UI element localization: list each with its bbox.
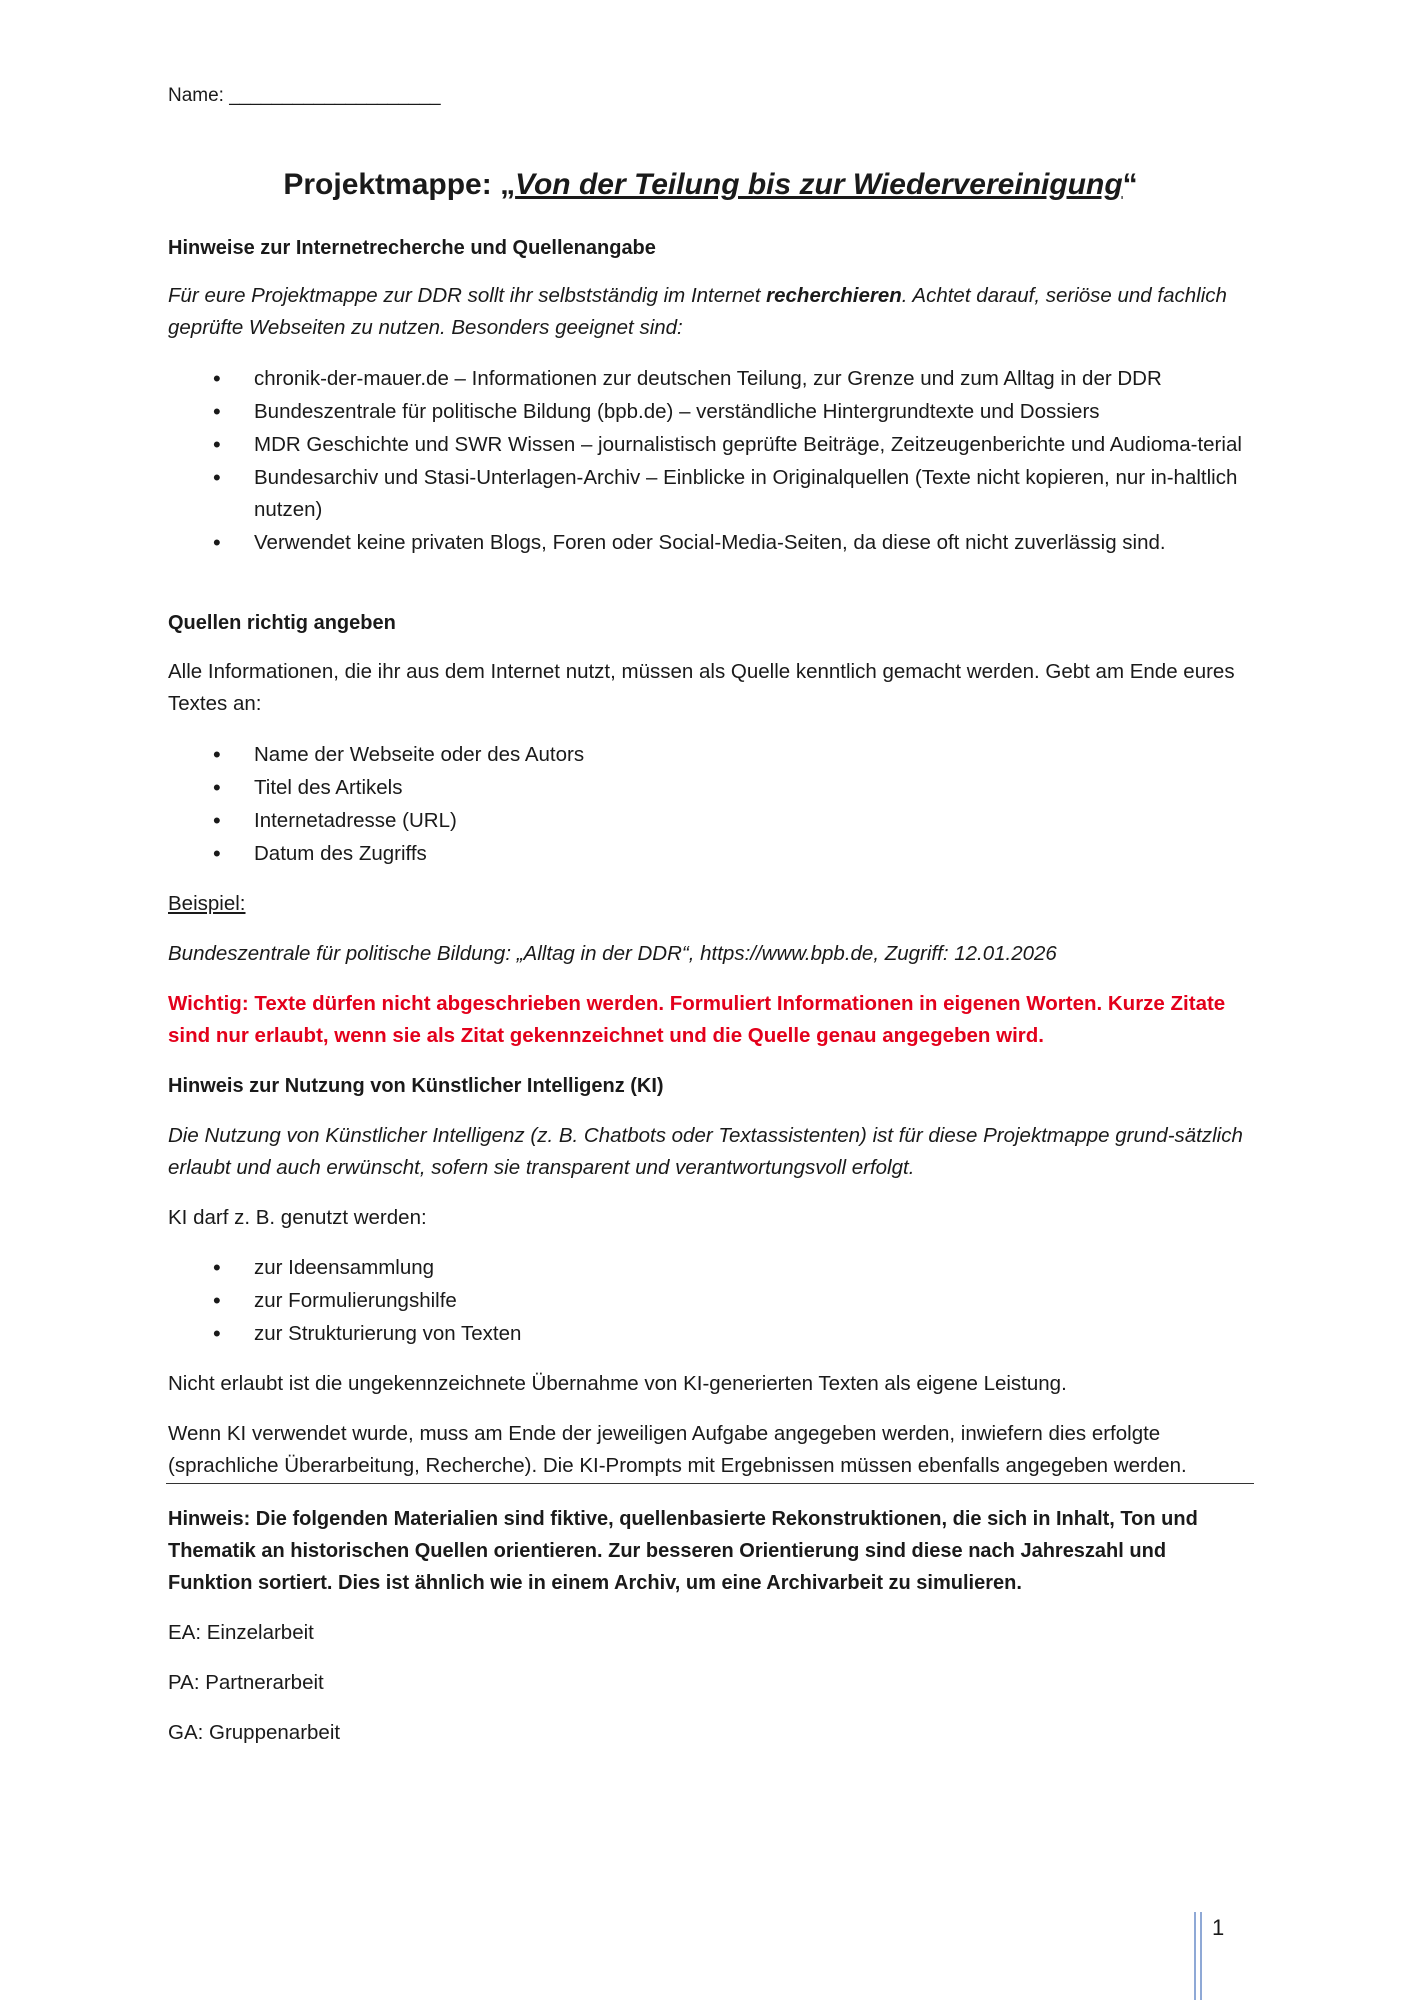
list-item: • Bundesarchiv und Stasi-Unterlagen-Archiv – Einblicke in Originalquellen (Texte nicht kopieren, nur in-haltlich nutzen) [168, 462, 1253, 526]
list-item: • zur Formulierungshilfe [168, 1285, 1253, 1317]
research-intro-a: Für eure Projektmappe zur DDR sollt ihr selbstständig im Internet [168, 284, 767, 307]
list-item: • chronik-der-mauer.de – Informationen zur deutschen Teilung, zur Grenze und zum Alltag in der DDR [168, 363, 1253, 395]
abbr-pa: PA: Partnerarbeit [168, 1671, 324, 1694]
ai-allowed-uses-list [168, 1252, 1253, 1351]
list-item: • Verwendet keine privaten Blogs, Foren oder Social-Media-Seiten, da diese oft nicht zuverlässig sind. [168, 527, 1253, 559]
list-item: • MDR Geschichte und SWR Wissen – journalistisch geprüfte Beiträge, Zeitzeugenberichte und Audioma-terial [168, 429, 1253, 461]
page-title [168, 168, 1253, 202]
title-italic: Von der Teilung bis zur Wiedervereinigung [515, 168, 1123, 201]
horizontal-divider [166, 1483, 1254, 1484]
abbr-ga: GA: Gruppenarbeit [168, 1721, 341, 1744]
heading-ai-usage: Hinweis zur Nutzung von Künstlicher Intelligenz (KI) [168, 1075, 664, 1097]
ai-declaration: Wenn KI verwendet wurde, muss am Ende der jeweiligen Aufgabe angegeben werden, inwiefern dies erfolgte (sprachliche Überarbeitung, Recherche). Die KI-Prompts mit Ergebnissen müssen ebenfalls angegeben werden. [168, 1422, 1187, 1477]
list-item: • Name der Webseite oder des Autors [168, 739, 1253, 771]
list-item: • Datum des Zugriffs [168, 838, 1253, 870]
example-label: Beispiel: [168, 892, 246, 915]
heading-cite-sources: Quellen richtig angeben [168, 612, 396, 634]
recommended-sources-list [168, 363, 1253, 560]
abbr-ea: EA: Einzelarbeit [168, 1621, 314, 1644]
ai-intro: Die Nutzung von Künstlicher Intelligenz (z. B. Chatbots oder Textassistenten) ist für diese Projektmappe grund-sätzlich erlaubt und auch erwünscht, sofern sie transparent und verantwortungsvoll erfolgt. [168, 1124, 1243, 1179]
list-item: • Titel des Artikels [168, 772, 1253, 804]
research-intro-bold: recherchieren [766, 284, 902, 307]
citation-example: Bundeszentrale für politische Bildung: „Alltag in der DDR“, https://www.bpb.de, Zugriff: 12.01.2026 [168, 942, 1057, 965]
research-intro-b: . Achtet darauf, seriöse und fachlich geprüfte Webseiten zu nutzen. Besonders geeignet sind: [168, 284, 1227, 339]
citation-elements-list [168, 739, 1253, 871]
research-intro [168, 280, 1253, 344]
title-prefix: Projektmappe: „ [283, 168, 516, 201]
list-item: • Internetadresse (URL) [168, 805, 1253, 837]
ai-not-allowed: Nicht erlaubt ist die ungekennzeichnete Übernahme von KI-generierten Texten als eigene Leistung. [168, 1372, 1067, 1395]
list-item: • zur Strukturierung von Texten [168, 1318, 1253, 1350]
page-number-bar [1194, 1912, 1202, 2000]
plagiarism-warning: Wichtig: Texte dürfen nicht abgeschrieben werden. Formuliert Informationen in eigenen Worten. Kurze Zitate sind nur erlaubt, wenn sie als Zitat gekennzeichnet und die Quelle genau angegeben wird. [168, 992, 1226, 1047]
materials-note: Hinweis: Die folgenden Materialien sind fiktive, quellenbasierte Rekonstruktionen, die sich in Inhalt, Ton und Thematik an historischen Quellen orientieren. Zur besseren Orientierung sind diese nach Jahreszahl und Funktion sortiert. Dies ist ähnlich wie in einem Archiv, um eine Archivarbeit zu simulieren. [168, 1508, 1198, 1594]
name-field-line: Name: ____________________ [168, 85, 441, 106]
list-item: • zur Ideensammlung [168, 1252, 1253, 1284]
heading-internet-research: Hinweise zur Internetrecherche und Quellenangabe [168, 237, 656, 259]
title-suffix: “ [1122, 168, 1138, 201]
ai-allowed-lead: KI darf z. B. genutzt werden: [168, 1206, 427, 1229]
list-item: • Bundeszentrale für politische Bildung (bpb.de) – verständliche Hintergrundtexte und Dossiers [168, 396, 1253, 428]
page-number: 1 [1212, 1915, 1225, 1940]
cite-intro: Alle Informationen, die ihr aus dem Internet nutzt, müssen als Quelle kenntlich gemacht werden. Gebt am Ende eures Textes an: [168, 660, 1235, 715]
